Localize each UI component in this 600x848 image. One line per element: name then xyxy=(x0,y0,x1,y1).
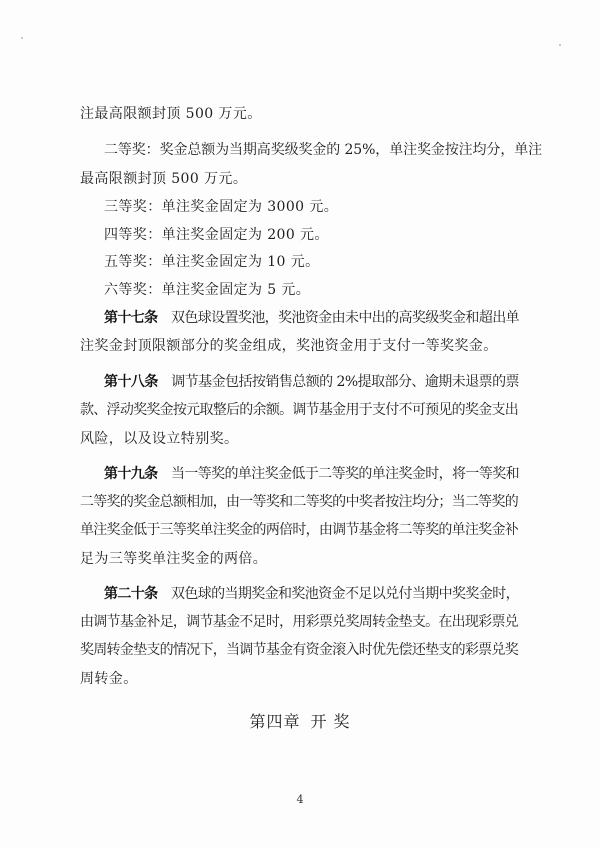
article-line-start xyxy=(104,585,519,603)
text-line xyxy=(80,670,138,688)
scan-speck xyxy=(21,37,23,39)
text-line xyxy=(80,493,518,511)
chapter-heading xyxy=(0,712,600,732)
chapter-title: 开 奖 xyxy=(310,712,351,731)
text-line xyxy=(80,613,518,631)
text-line xyxy=(80,430,238,448)
line-text: 由调节基金补足，调节基金不足时，用彩票兑奖周转金垫支。在出现彩票兑 xyxy=(80,614,518,630)
text-line xyxy=(104,198,338,216)
line-text: 双色球的当期奖金和奖池资金不足以兑付当期中奖奖金时， xyxy=(170,586,519,602)
line-text: 注奖金封顶限额部分的奖金组成，奖池资金用于支付一等奖奖金。 xyxy=(80,338,498,354)
text-line xyxy=(80,641,518,659)
line-text: 调节基金包括按销售总额的 2%提取部分、逾期未退票的票 xyxy=(171,374,519,390)
line-text: 二等奖的奖金总额相加，由一等奖和二等奖的中奖者按注均分；当二等奖的 xyxy=(80,494,518,510)
text-line xyxy=(80,337,498,355)
article-line-start xyxy=(104,309,519,327)
text-line xyxy=(104,253,320,271)
text-line xyxy=(104,226,329,244)
line-text: 当一等奖的单注奖金低于二等奖的单注奖金时，将一等奖和 xyxy=(170,466,519,482)
line-text: 双色球设置奖池，奖池资金由未中出的高奖级奖金和超出单 xyxy=(170,310,519,326)
text-line xyxy=(80,550,267,568)
article-line-start xyxy=(104,373,519,391)
text-line xyxy=(80,170,247,188)
text-line xyxy=(80,105,262,123)
chapter-number: 第四章 xyxy=(249,712,301,731)
line-text: 四等奖：单注奖金固定为 200 元。 xyxy=(104,227,329,243)
line-text: 足为三等奖单注奖金的两倍。 xyxy=(80,551,268,567)
page-number: 4 xyxy=(296,793,304,806)
article-label: 第十七条 xyxy=(104,310,158,326)
article-label: 第二十条 xyxy=(104,586,158,602)
line-text: 风险，以及设立特别奖。 xyxy=(80,431,239,447)
text-line xyxy=(80,521,518,539)
text-line xyxy=(80,401,518,419)
scan-speck xyxy=(559,44,561,46)
line-text: 三等奖：单注奖金固定为 3000 元。 xyxy=(104,199,339,215)
line-text: 奖周转金垫支的情况下，当调节基金有资金滚入时优先偿还垫支的彩票兑奖 xyxy=(80,642,518,658)
article-line-start xyxy=(104,465,519,483)
line-text: 注最高限额封顶 500 万元。 xyxy=(80,106,262,122)
line-text: 款、浮动奖奖金按元取整后的余额。调节基金用于支付不可预见的奖金支出 xyxy=(80,402,518,418)
article-label: 第十八条 xyxy=(104,374,158,390)
line-text: 五等奖：单注奖金固定为 10 元。 xyxy=(104,254,320,270)
text-line xyxy=(104,281,310,299)
line-text: 最高限额封顶 500 万元。 xyxy=(80,171,248,187)
line-text: 周转金。 xyxy=(80,671,138,687)
article-label: 第十九条 xyxy=(104,466,158,482)
line-text: 二等奖：奖金总额为当期高奖级奖金的 25%，单注奖金按注均分，单注 xyxy=(104,142,543,158)
line-text: 单注奖金低于三等奖单注奖金的两倍时，由调节基金将二等奖的单注奖金补 xyxy=(80,522,518,538)
text-line xyxy=(104,141,542,159)
line-text: 六等奖：单注奖金固定为 5 元。 xyxy=(104,282,311,298)
